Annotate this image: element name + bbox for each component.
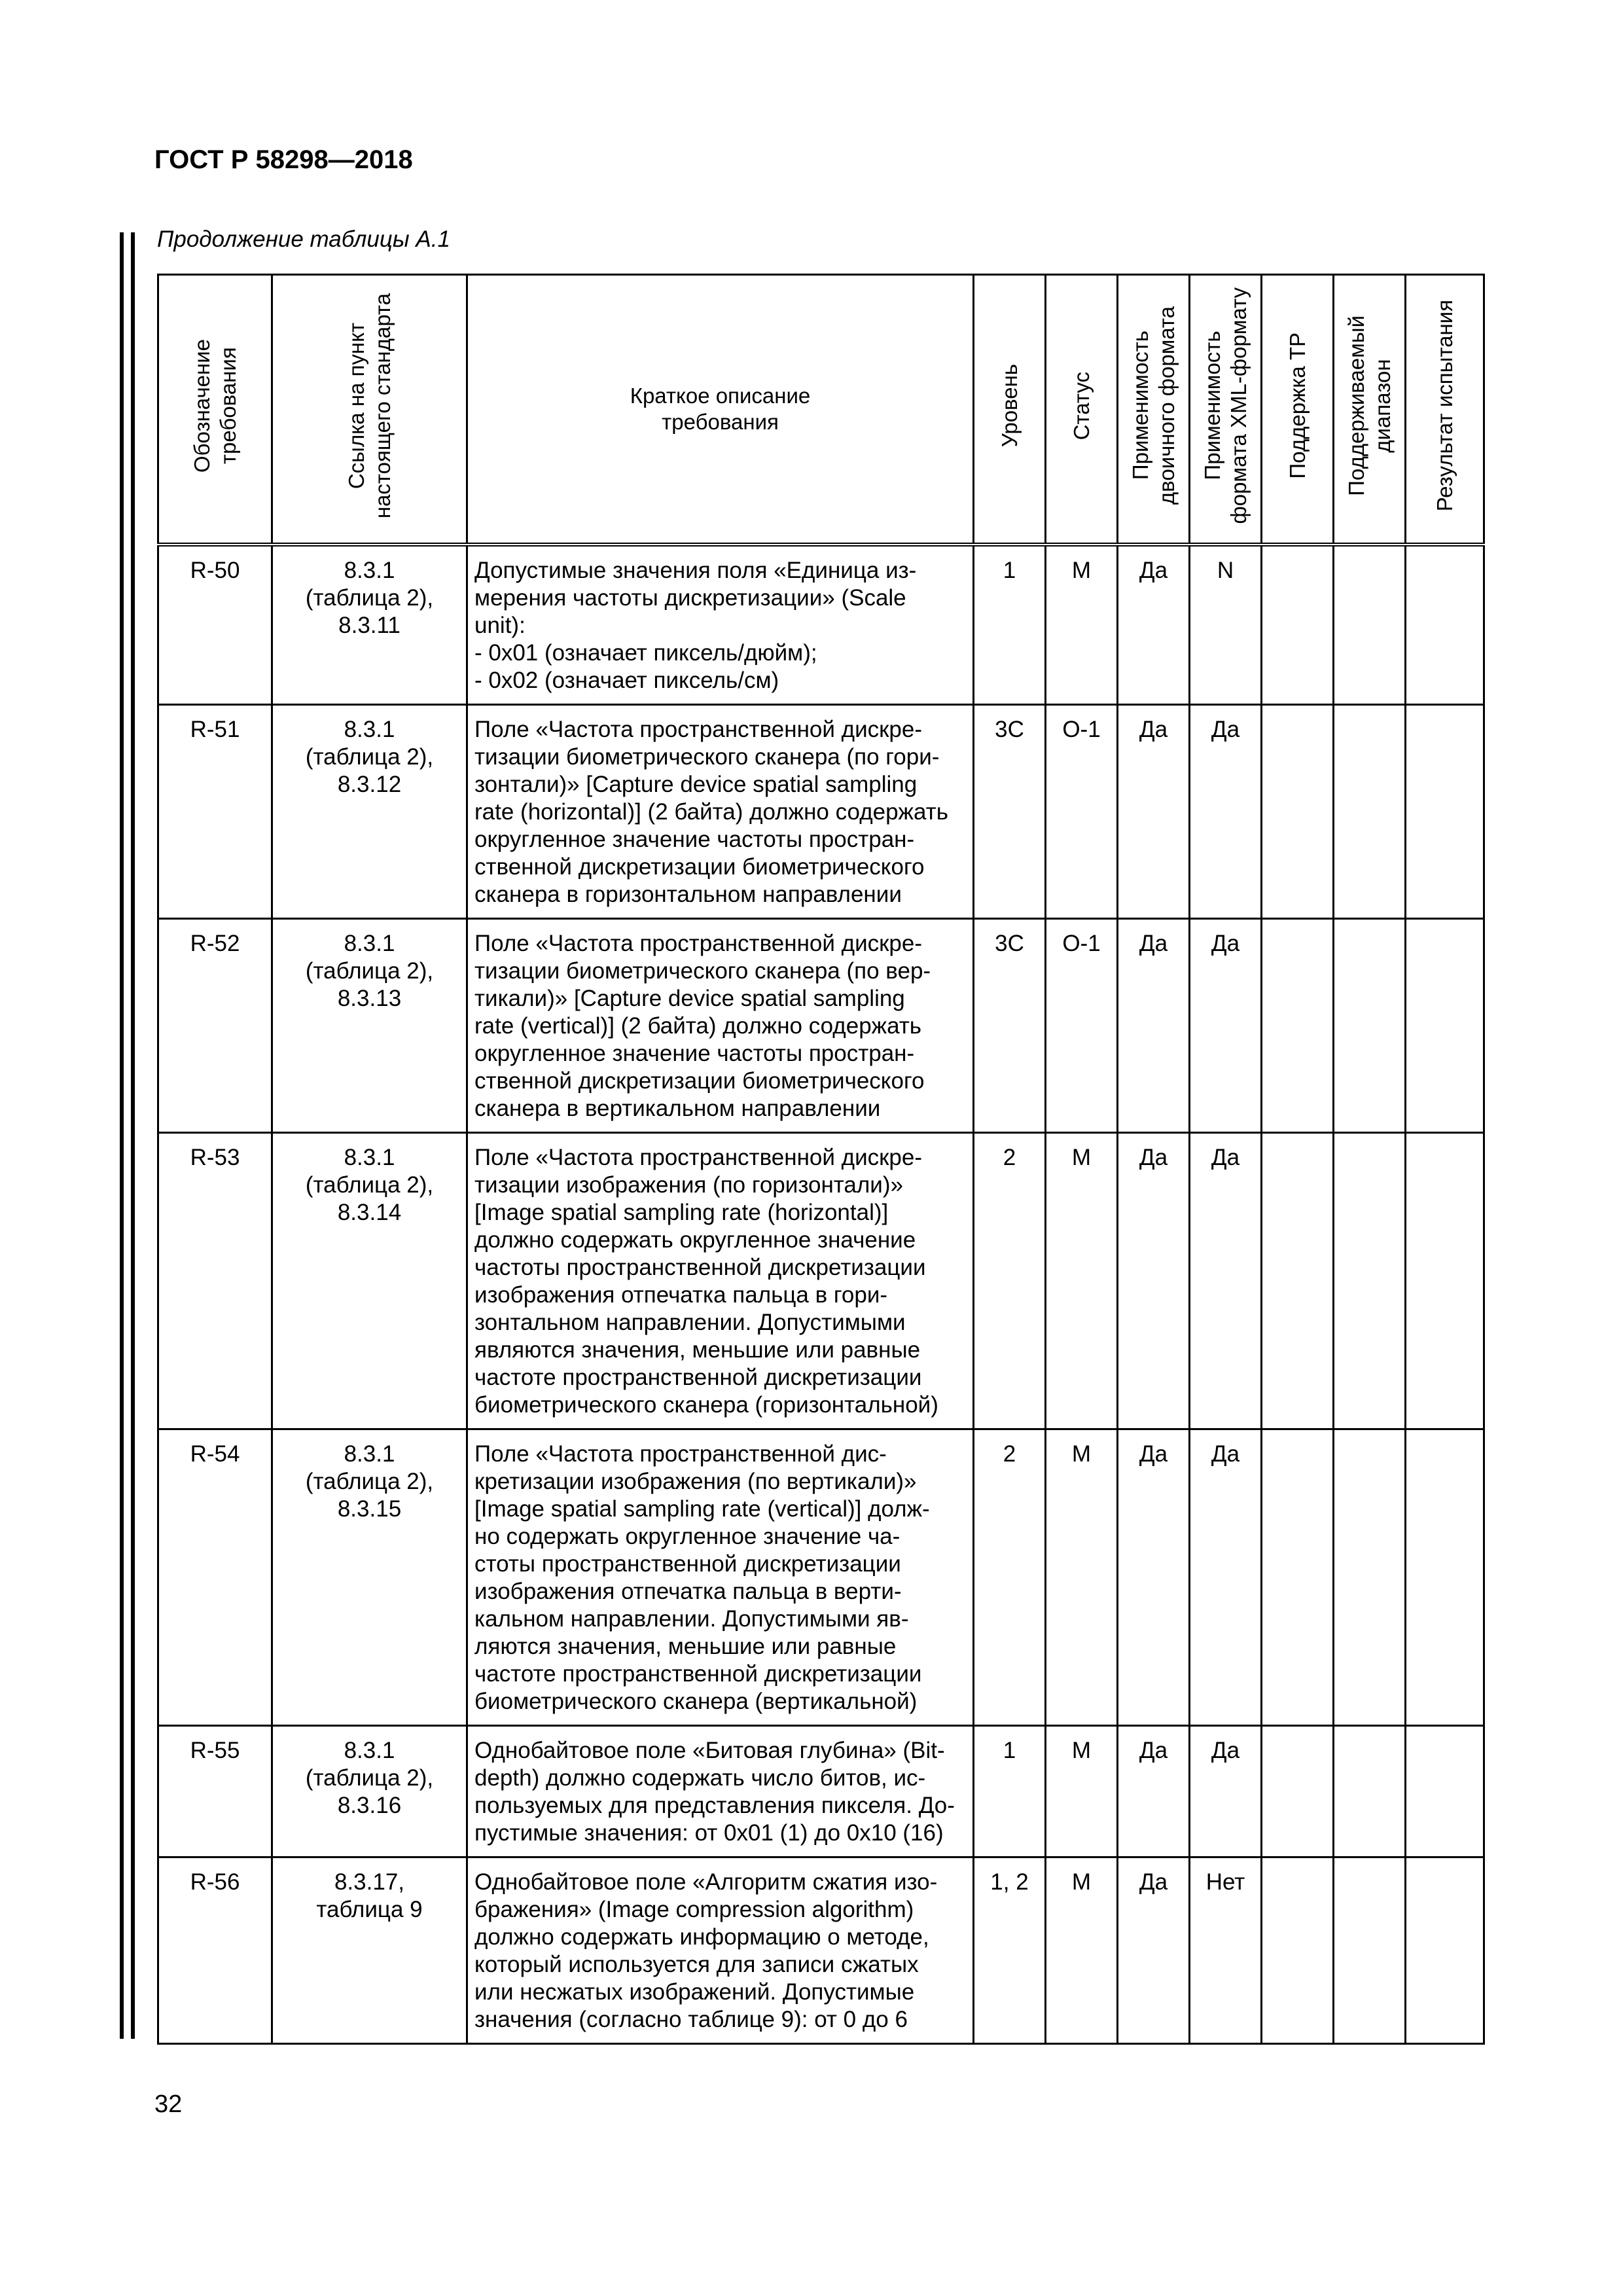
requirement-id: R-52	[158, 919, 272, 1133]
column-header	[1406, 275, 1484, 545]
revision-bar	[120, 232, 124, 2039]
revision-bar	[131, 232, 135, 2039]
requirement-description	[467, 705, 974, 919]
xml-applicability-cell: Да	[1190, 1429, 1262, 1726]
supported-range-cell	[1334, 1133, 1406, 1429]
column-header-label: Статус	[1069, 371, 1094, 440]
xml-applicability-cell: Да	[1190, 1726, 1262, 1857]
description-text: Поле «Частота пространственной дискре- тизации изображения (по горизонтали)» [Image spatial sampling rate (horizontal)] должно содержать округленное значение частоты пространственной дискретизации изображения отпечатка пальца в гори- зонтальном направлении. Допустимыми являются значения, меньшие или равные частоте пространственной дискретизации биометрического сканера (горизонтальной)	[474, 1145, 938, 1418]
status-cell: O-1	[1046, 705, 1118, 919]
level-cell: 1, 2	[974, 1857, 1046, 2044]
table-row	[158, 1133, 1484, 1429]
binary-applicability-cell: Да	[1118, 1726, 1190, 1857]
tr-support-cell	[1262, 545, 1334, 705]
supported-range-cell	[1334, 1726, 1406, 1857]
supported-range-cell	[1334, 919, 1406, 1133]
column-header	[1262, 275, 1334, 545]
level-cell: 2	[974, 1133, 1046, 1429]
column-header	[158, 275, 272, 545]
binary-applicability-cell: Да	[1118, 705, 1190, 919]
xml-applicability-cell: Нет	[1190, 1857, 1262, 2044]
binary-applicability-cell: Да	[1118, 1857, 1190, 2044]
status-cell: M	[1046, 545, 1118, 705]
status-cell: O-1	[1046, 919, 1118, 1133]
table-caption: Продолжение таблицы А.1	[157, 226, 450, 252]
requirement-id: R-56	[158, 1857, 272, 2044]
standard-reference: 8.3.1 (таблица 2), 8.3.14	[272, 1133, 467, 1429]
requirement-id: R-54	[158, 1429, 272, 1726]
standard-reference: 8.3.1 (таблица 2), 8.3.13	[272, 919, 467, 1133]
column-header-label: Применимость формата XML-формату	[1200, 287, 1251, 524]
test-result-cell	[1406, 705, 1484, 919]
standard-reference: 8.3.1 (таблица 2), 8.3.12	[272, 705, 467, 919]
tr-support-cell	[1262, 1726, 1334, 1857]
table-row	[158, 1726, 1484, 1857]
table-row	[158, 705, 1484, 919]
level-cell: 3C	[974, 919, 1046, 1133]
requirement-description	[467, 919, 974, 1133]
page-number: 32	[154, 2090, 183, 2118]
level-cell: 2	[974, 1429, 1046, 1726]
tr-support-cell	[1262, 1429, 1334, 1726]
test-result-cell	[1406, 545, 1484, 705]
column-header-label: Уровень	[997, 364, 1022, 448]
tr-support-cell	[1262, 919, 1334, 1133]
description-text: Поле «Частота пространственной дискре- тизации биометрического сканера (по гори- зонтали)» [Capture device spatial sampling rate (horizontal)] (2 байта) должно содержать округленное значение частоты простран- ственной дискретизации биометрического сканера в горизонтальном направлении	[474, 717, 948, 907]
status-cell: M	[1046, 1726, 1118, 1857]
binary-applicability-cell: Да	[1118, 545, 1190, 705]
description-text: Однобайтовое поле «Алгоритм сжатия изо- бражения» (Image compression algorithm) должно содержать информацию о методе, который используется для записи сжатых или несжатых изображений. Допустимые значения (согласно таблице 9): от 0 до 6	[474, 1869, 938, 2032]
column-header	[1046, 275, 1118, 545]
requirement-id: R-50	[158, 545, 272, 705]
standard-reference: 8.3.1 (таблица 2), 8.3.11	[272, 545, 467, 705]
requirements-table	[157, 274, 1485, 2045]
xml-applicability-cell: Да	[1190, 705, 1262, 919]
test-result-cell	[1406, 1726, 1484, 1857]
description-text: Поле «Частота пространственной дискре- тизации биометрического сканера (по вер- тикали)» [Capture device spatial sampling rate (vertical)] (2 байта) должно содержать округленное значение частоты простран- ственной дискретизации биометрического сканера в вертикальном направлении	[474, 931, 931, 1121]
requirement-description	[467, 1429, 974, 1726]
requirement-description	[467, 1726, 974, 1857]
column-header-label: Поддерживаемый диапазон	[1344, 315, 1395, 496]
table-row	[158, 919, 1484, 1133]
column-header-label: Применимость двоичного формата	[1128, 306, 1179, 505]
supported-range-cell	[1334, 545, 1406, 705]
status-cell: M	[1046, 1857, 1118, 2044]
column-header-label: Краткое описание требования	[630, 384, 811, 434]
standard-reference: 8.3.1 (таблица 2), 8.3.16	[272, 1726, 467, 1857]
level-cell: 3C	[974, 705, 1046, 919]
supported-range-cell	[1334, 705, 1406, 919]
column-header	[974, 275, 1046, 545]
supported-range-cell	[1334, 1429, 1406, 1726]
binary-applicability-cell: Да	[1118, 1429, 1190, 1726]
xml-applicability-cell: Да	[1190, 919, 1262, 1133]
test-result-cell	[1406, 1857, 1484, 2044]
binary-applicability-cell: Да	[1118, 919, 1190, 1133]
column-header	[467, 275, 974, 545]
test-result-cell	[1406, 1429, 1484, 1726]
level-cell: 1	[974, 1726, 1046, 1857]
document-header: ГОСТ Р 58298—2018	[154, 145, 413, 174]
status-cell: M	[1046, 1133, 1118, 1429]
description-text: Однобайтовое поле «Битовая глубина» (Bit- depth) должно содержать число битов, ис- пользуемых для представления пикселя. До- пустимые значения: от 0x01 (1) до 0x10 (16)	[474, 1738, 955, 1846]
column-header	[1190, 275, 1262, 545]
table-row	[158, 1857, 1484, 2044]
column-header-label: Ссылка на пункт настоящего стандарта	[344, 293, 395, 519]
xml-applicability-cell: Да	[1190, 1133, 1262, 1429]
table-row	[158, 1429, 1484, 1726]
column-header	[272, 275, 467, 545]
requirement-id: R-55	[158, 1726, 272, 1857]
column-header	[1118, 275, 1190, 545]
column-header	[1334, 275, 1406, 545]
test-result-cell	[1406, 1133, 1484, 1429]
xml-applicability-cell: N	[1190, 545, 1262, 705]
test-result-cell	[1406, 919, 1484, 1133]
requirement-description	[467, 1857, 974, 2044]
requirement-description	[467, 545, 974, 705]
standard-reference: 8.3.17, таблица 9	[272, 1857, 467, 2044]
binary-applicability-cell: Да	[1118, 1133, 1190, 1429]
table-header-row	[158, 275, 1484, 545]
column-header-label: Поддержка ТР	[1285, 332, 1310, 479]
tr-support-cell	[1262, 705, 1334, 919]
requirement-id: R-51	[158, 705, 272, 919]
table-row	[158, 545, 1484, 705]
level-cell: 1	[974, 545, 1046, 705]
column-header-label: Результат испытания	[1432, 300, 1457, 512]
description-text: Поле «Частота пространственной дис- кретизации изображения (по вертикали)» [Image spatial sampling rate (vertical)] долж- но содержать округленное значение ча- стоты пространственной дискретизации изображения отпечатка пальца в верти- кальном направлении. Допустимыми яв- ляются значения, меньшие или равные частоте пространственной дискретизации биометрического сканера (вертикальной)	[474, 1441, 930, 1714]
tr-support-cell	[1262, 1133, 1334, 1429]
tr-support-cell	[1262, 1857, 1334, 2044]
status-cell: M	[1046, 1429, 1118, 1726]
description-text: Допустимые значения поля «Единица из- мерения частоты дискретизации» (Scale unit): - 0x01 (означает пиксель/дюйм); - 0x02 (означает пиксель/см)	[474, 558, 917, 693]
requirement-description	[467, 1133, 974, 1429]
requirement-id: R-53	[158, 1133, 272, 1429]
standard-reference: 8.3.1 (таблица 2), 8.3.15	[272, 1429, 467, 1726]
column-header-label: Обозначение требования	[189, 338, 240, 473]
supported-range-cell	[1334, 1857, 1406, 2044]
